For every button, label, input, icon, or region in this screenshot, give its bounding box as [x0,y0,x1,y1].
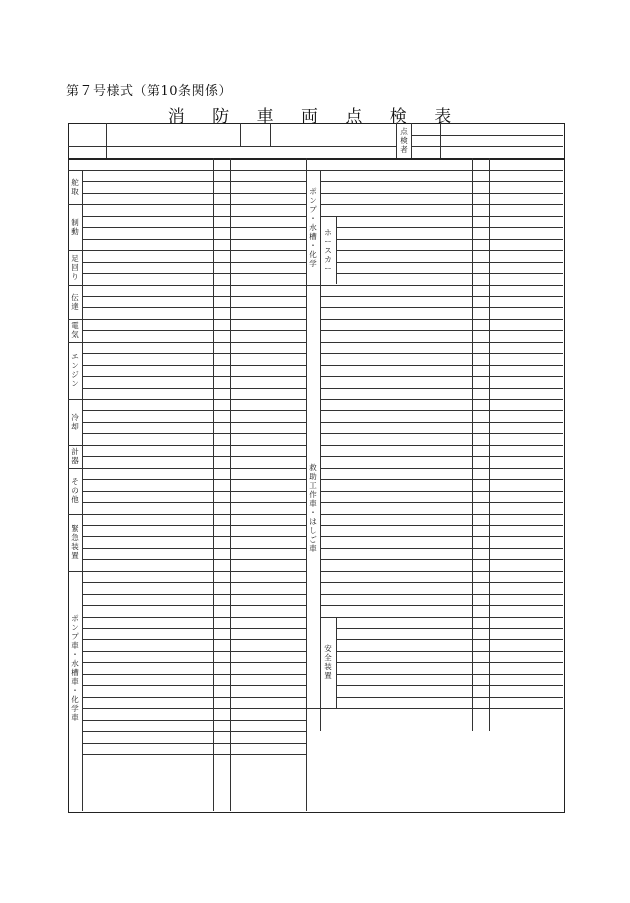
left-group-label: 電 気 [71,321,79,340]
right-group-label-pump: ポ ン プ ・ 水 槽 ・ 化 学 [309,186,317,268]
row-divider [320,330,563,331]
row-divider [320,353,563,354]
left-group-label: 制 動 [71,218,79,237]
remarks-divider [306,708,563,709]
group-divider [68,468,306,469]
header-frame [68,123,565,160]
safety-device-label: 安 全 装 置 [324,644,332,681]
assistant-row-divider [411,146,563,147]
row-divider [320,376,563,377]
left-group-label: 冷 却 [71,412,79,431]
row-divider [82,422,306,423]
row-divider [82,685,306,686]
row-divider [82,697,306,698]
row-divider [82,651,306,652]
left-group-label: そ の 他 [71,477,79,505]
row-divider [82,536,306,537]
row-divider [82,181,306,182]
model-value-divider [270,123,271,146]
left-label-divider [82,170,83,811]
row-divider [320,433,563,434]
row-divider [320,399,563,400]
row-divider [336,239,563,240]
row-divider [82,743,306,744]
row-divider [336,685,563,686]
date-row-divider [68,146,396,147]
inspector-fields-divider [411,123,412,158]
row-divider [82,456,306,457]
row-divider [320,479,563,480]
group-divider [68,342,306,343]
row-divider [82,216,306,217]
row-divider [320,514,563,515]
row-divider [320,525,563,526]
group-divider [68,399,306,400]
row-divider [82,548,306,549]
row-divider [320,296,563,297]
row-divider [82,479,306,480]
left-group-label: エ ン ジ ン [71,352,79,389]
left-group-label: ポ ン プ 車 ・ 水 槽 車 ・ 化 学 車 [71,614,79,723]
group-divider [68,204,306,205]
row-divider [82,559,306,560]
row-divider [336,227,563,228]
vehicle-name-divider [106,123,107,146]
row-divider [82,582,306,583]
group-divider [68,319,306,320]
row-divider [320,181,563,182]
row-divider [336,273,563,274]
row-divider [82,262,306,263]
page-title: 消 防 車 両 点 検 表 [167,107,463,127]
row-divider [320,445,563,446]
row-divider [320,204,563,205]
field-label-divider [440,123,441,158]
row-divider [82,525,306,526]
row-divider [336,674,563,675]
row-divider [320,594,563,595]
left-group-label: 舵 取 [71,178,79,197]
row-divider [320,548,563,549]
row-divider [320,571,563,572]
row-divider [82,193,306,194]
row-divider [320,456,563,457]
row-divider [82,388,306,389]
row-divider [320,410,563,411]
inspector-label: 点 検 者 [400,127,408,154]
row-divider [82,296,306,297]
row-divider [320,193,563,194]
row-divider [320,388,563,389]
date-label-divider [106,146,107,158]
row-divider [82,353,306,354]
left-group-label: 伝 達 [71,292,79,311]
row-divider [320,491,563,492]
left-group-label: 足 回 り [71,253,79,281]
left-ok-divider [213,158,214,811]
left-group-label: 緊 急 装 置 [71,524,79,561]
group-divider [68,445,306,446]
row-divider [336,697,563,698]
row-divider [82,754,306,755]
row-divider [82,376,306,377]
model-divider [240,123,241,146]
group-divider [68,514,306,515]
form-number-label: 第７号様式（第10条関係） [66,84,233,99]
right-group-label-rescue: 救 助 工 作 車 ・ は し ご 車 [309,462,317,553]
row-divider [336,262,563,263]
row-divider [320,582,563,583]
row-divider [82,617,306,618]
group-divider [68,571,306,572]
row-divider [320,536,563,537]
row-divider [320,365,563,366]
row-divider [82,273,306,274]
row-divider [320,468,563,469]
row-divider [82,433,306,434]
row-divider [82,674,306,675]
group-divider [68,285,306,286]
group-divider [68,250,306,251]
row-divider [82,628,306,629]
row-divider [82,731,306,732]
row-divider [82,330,306,331]
row-divider [82,239,306,240]
safety-divider [320,617,563,618]
row-divider [336,651,563,652]
row-divider [82,491,306,492]
row-divider [82,410,306,411]
row-divider [82,502,306,503]
affiliation-row-divider [411,135,563,136]
row-divider [82,227,306,228]
row-divider [82,307,306,308]
row-divider [82,639,306,640]
row-divider [336,662,563,663]
row-divider [320,422,563,423]
row-divider [336,639,563,640]
hose-divider [320,216,563,217]
row-divider [320,319,563,320]
row-divider [320,559,563,560]
hose-car-label: ホ ー ス カ ー [324,227,332,273]
row-divider [82,365,306,366]
group-divider [306,285,563,286]
left-content-divider [230,158,231,811]
row-divider [320,342,563,343]
row-divider [336,628,563,629]
row-divider [320,502,563,503]
row-divider [82,594,306,595]
row-divider [82,708,306,709]
row-divider [336,250,563,251]
row-divider [82,720,306,721]
row-divider [320,605,563,606]
row-divider [82,662,306,663]
row-divider [320,307,563,308]
left-group-label: 計 器 [71,447,79,466]
row-divider [82,605,306,606]
